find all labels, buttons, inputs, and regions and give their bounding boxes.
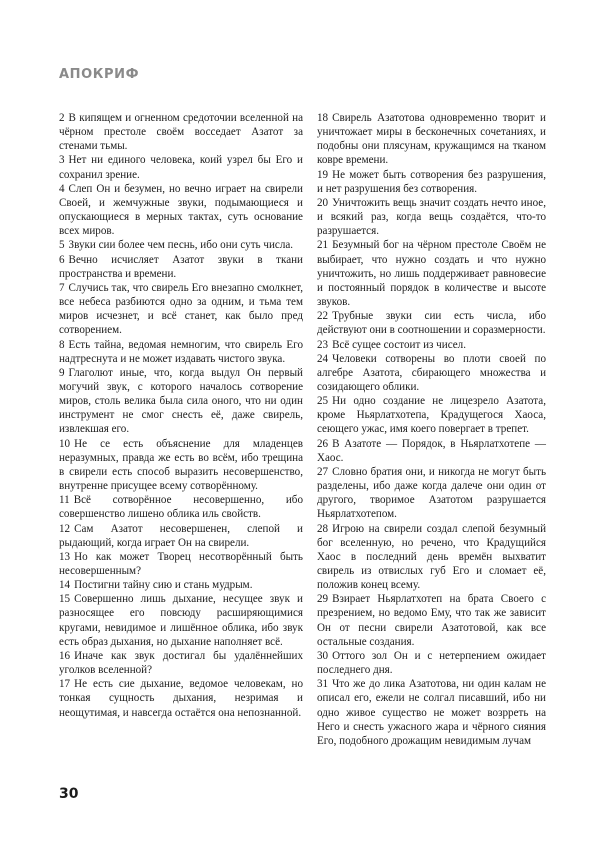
text-column-left	[59, 111, 303, 720]
verse	[59, 182, 303, 239]
verse-number: 19	[317, 168, 329, 181]
verse	[317, 592, 546, 649]
verse-text: Иначе как звук достигал бы удалённейших уголков вселенной?	[59, 649, 303, 677]
verse-number: 3	[59, 154, 65, 167]
verse	[59, 338, 303, 366]
verse	[59, 550, 303, 578]
verse-text: Взирает Ньярлатхотеп на брата Своего с презрением, но ведомо Ему, что так же зависит Он от песни свирели Азатотовой, как все остальные создания.	[317, 593, 546, 648]
verse-number: 6	[59, 253, 65, 266]
verse	[59, 437, 303, 494]
verse	[59, 111, 303, 153]
section-title: АПОКРИФ	[59, 67, 140, 82]
verse-number: 14	[59, 579, 71, 592]
verse	[59, 253, 303, 281]
verse-text: Звуки сии более чем песнь, ибо они суть числа.	[68, 239, 294, 252]
verse-number: 9	[59, 366, 65, 379]
verse-number: 12	[59, 522, 71, 535]
verse-text: Оттого зол Он и с нетерпением ожидает последнего дня.	[317, 649, 546, 677]
verse-number: 13	[59, 550, 71, 563]
text-column-right	[317, 111, 546, 748]
verse-text: В Азатоте — Порядок, в Ньярлатхотепе — Хаос.	[317, 437, 546, 464]
verse-text: В кипящем и огненном средоточии вселенной на чёрном престоле своём восседает Азатот за стенами тьмы.	[59, 112, 303, 153]
verse	[59, 677, 303, 719]
verse	[317, 352, 546, 394]
verse-text: Что же до лика Азатотова, ни один калам не описал его, ежели не солгал писавший, ибо ни одно живое существо не может возрреть на Него и снесть ужасного жара и чёрного сияния Его, подобного дрожащим невидимым лучам	[317, 678, 546, 747]
verse	[317, 111, 546, 168]
verse-text: Не есть сие дыхание, ведомое человекам, но тонкая сущность дыхания, незримая и неощутимая, и навсегда остаётся она непознанной.	[59, 678, 303, 719]
verse	[317, 649, 546, 677]
verse-text: Человеки сотворены во плоти своей по алгебре Азатота, сбирающего множества и созидающего облики.	[317, 352, 546, 393]
verse-number: 28	[317, 522, 329, 535]
verse-text: Постигни тайну сию и стань мудрым.	[74, 579, 253, 592]
verse-number: 5	[59, 239, 65, 252]
verse-text: Трубные звуки сии есть числа, ибо действуют они в соотношении и соразмерности.	[317, 310, 546, 337]
verse-text: Нет ни единого человека, коий узрел бы Его и сохранил зрение.	[59, 154, 303, 181]
verse-text: Глаголют иные, что, когда выдул Он первый могучий звук, с которого началось сотворение миров, столь велика была сила оного, что ни один инструмент не смог снесть её, даже свирель, извлекшая его.	[59, 366, 303, 436]
verse-text: Всё сотворённое несовершенно, ибо совершенство лишено облика иль свойств.	[59, 494, 303, 521]
verse-text: Не се есть объяснение для младенцев неразумных, правда же есть во всём, ибо трещина в свирели есть способ выразить несовершенство, внутренне присущее всему сотворённому.	[59, 437, 303, 493]
verse-text: Ни одно создание не лицезрело Азатота, кроме Ньярлатхотепа, Крадущегося Хаоса, сеющего ужас, имя коего повергает в трепет.	[317, 395, 546, 436]
verse	[317, 677, 546, 748]
verse-text: Сам Азатот несовершенен, слепой и рыдающий, когда играет Он на свирели.	[59, 522, 303, 549]
verse-number: 21	[317, 239, 329, 252]
verse	[317, 238, 546, 309]
verse-text: Вечно исчисляет Азатот звуки в ткани пространства и времени.	[59, 253, 303, 280]
verse-text: Есть тайна, ведомая немногим, что свирель Его надтреснута и не может издавать чистого звука.	[59, 338, 303, 365]
verse-number: 16	[59, 649, 71, 662]
verse-number: 17	[59, 678, 71, 691]
verse-text: Всё сущее состоит из чисел.	[332, 338, 466, 351]
verse	[317, 437, 546, 465]
verse	[317, 394, 546, 436]
verse-number: 22	[317, 310, 329, 323]
verse-number: 11	[59, 494, 70, 507]
verse-text: Игрою на свирели создал слепой безумный бог вселенную, но речено, что Крадущийся Хаос в последний день времён выхватит свирель из отвислых губ Его и сломает её, положив конец всему.	[317, 522, 546, 592]
verse-number: 8	[59, 338, 65, 351]
verse	[59, 281, 303, 338]
verse-number: 27	[317, 465, 329, 478]
verse-number: 26	[317, 437, 329, 450]
verse-text: Слеп Он и безумен, но вечно играет на свирели Своей, и жемчужные звуки, подымающиеся и опускающиеся в мерных тактах, суть основание всех миров.	[59, 182, 303, 238]
verse	[317, 522, 546, 593]
verse	[59, 522, 303, 550]
verse-number: 30	[317, 649, 329, 662]
verse-number: 7	[59, 281, 65, 294]
verse-text: Но как может Творец несотворённый быть несовершенным?	[59, 550, 303, 577]
verse-text: Не может быть сотворения без разрушения, и нет разрушения без сотворения.	[317, 168, 546, 195]
verse	[317, 309, 546, 337]
verse	[59, 493, 303, 521]
verse	[59, 366, 303, 437]
verse-number: 31	[317, 678, 329, 691]
verse-text: Уничтожить вещь значит создать нечто иное, и всякий раз, когда вещь создаётся, что-то разрушается.	[317, 196, 546, 238]
verse-number: 23	[317, 338, 329, 351]
verse	[317, 338, 546, 352]
verse	[317, 196, 546, 238]
verse-number: 20	[317, 196, 329, 209]
verse	[59, 592, 303, 649]
verse-number: 25	[317, 395, 329, 408]
verse	[59, 649, 303, 677]
verse-text: Безумный бог на чёрном престоле Своём не выбирает, что нужно создать и что нужно уничтожить, но лишь поддерживает равновесие и постоянный порядок в количестве и высоте звуков.	[317, 239, 546, 309]
verse	[59, 578, 303, 592]
verse-number: 24	[317, 352, 329, 365]
page-number: 30	[59, 786, 79, 802]
verse	[317, 465, 546, 522]
verse	[317, 168, 546, 196]
verse	[59, 238, 303, 252]
verse-text: Словно братия они, и никогда не могут быть разделены, ибо даже когда далече они один от другого, творимое Азатотом разрушается Ньярлатхотепом.	[317, 465, 546, 521]
verse-number: 2	[59, 112, 65, 124]
verse-text: Случись так, что свирель Его внезапно смолкнет, все небеса разбиются одно за одним, и тьма тем миров исчезнет, и всё станет, как было пред сотворением.	[59, 281, 303, 337]
verse-number: 15	[59, 593, 71, 606]
verse	[59, 153, 303, 181]
verse-number: 29	[317, 593, 329, 606]
verse-number: 10	[59, 437, 71, 450]
verse-text: Совершенно лишь дыхание, несущее звук и разносящее его повсюду расширяющимися кругами, невидимое и лишённое облика, ибо звук есть образ дыхания, но дыхание наполняет всё.	[59, 593, 303, 648]
verse-number: 4	[59, 182, 65, 195]
verse-text: Свирель Азатотова одновременно творит и уничтожает миры в бесконечных сочетаниях, и подобны они плясунам, кружащимся на тканом ковре времени.	[317, 112, 546, 167]
verse-number: 18	[317, 112, 329, 124]
